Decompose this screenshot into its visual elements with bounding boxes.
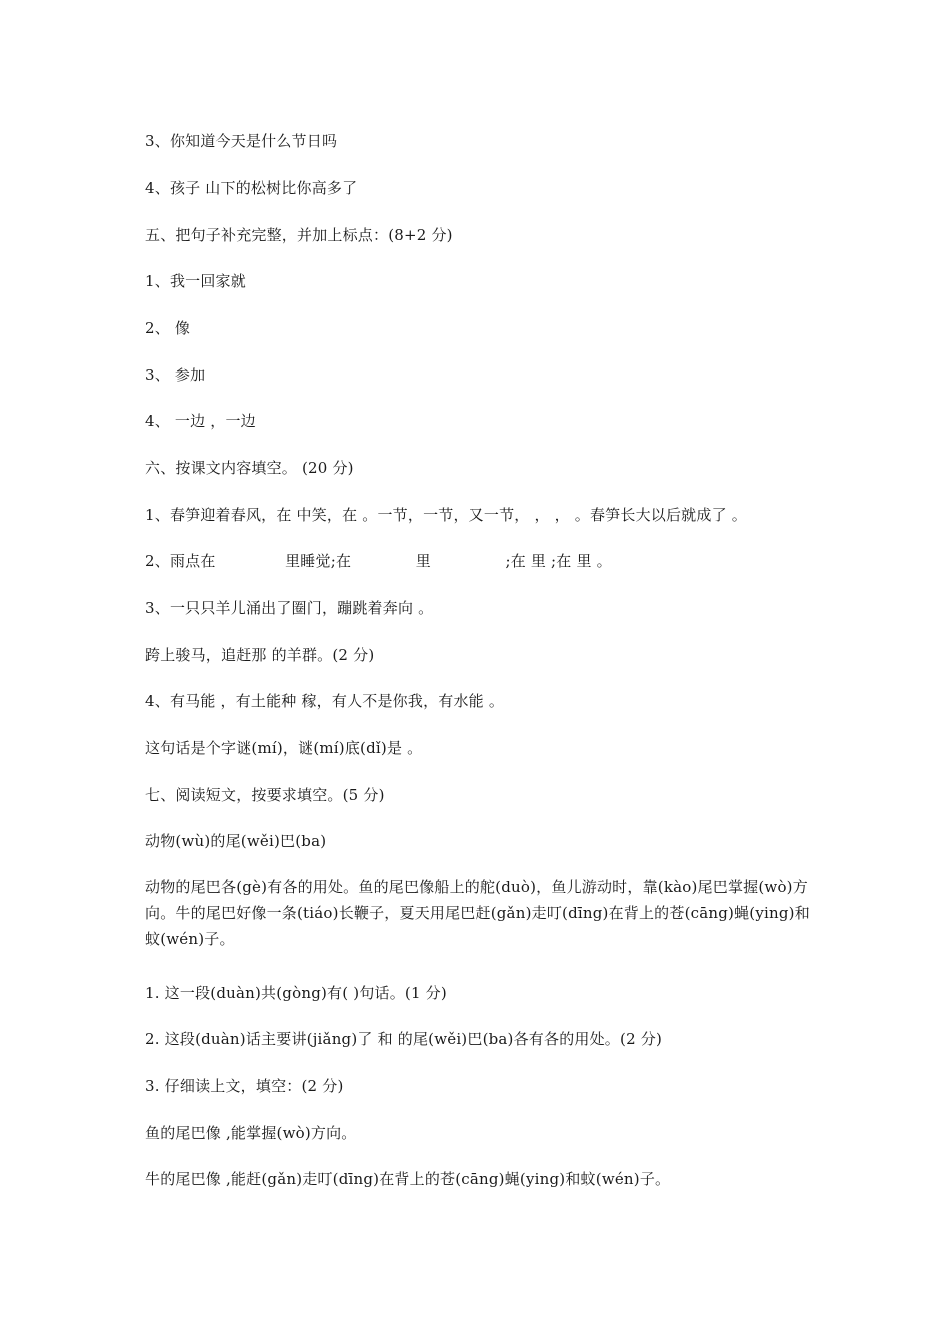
section-5-heading: 五、把句子补充完整，并加上标点：(8+2 分): [145, 226, 453, 244]
question-5-3: 3、 参加: [145, 366, 206, 384]
question-6-3: 3、一只只羊儿涌出了圈门，蹦跳着奔向 。: [145, 599, 434, 617]
question-5-4: 4、 一边 ，一边: [145, 412, 256, 430]
passage-title: 动物(wù)的尾(wěi)巴(ba): [145, 832, 327, 850]
question-4-3: 3、你知道今天是什么节日吗: [145, 132, 338, 150]
fill-cow-tail: 牛的尾巴像 ,能赶(gǎn)走叮(dīng)在背上的苍(cāng)蝇(ying)和蚊(wén)子。: [145, 1170, 671, 1188]
question-6-1: 1、春笋迎着春风，在 中笑，在 。一节，一节，又一节， ， ， 。春笋长大以后就成了 。: [145, 506, 747, 524]
question-7-1: 1. 这一段(duàn)共(gòng)有( )句话。(1 分): [145, 984, 447, 1002]
section-6-heading: 六、按课文内容填空。 (20 分): [145, 459, 354, 477]
reading-passage: 动物的尾巴各(gè)有各的用处。鱼的尾巴像船上的舵(duò)，鱼儿游动时，靠(kào)尾巴掌握(wò)方向。牛的尾巴好像一条(tiáo)长鞭子，夏天用尾巴赶(gǎn)走叮(dīng)在背上的苍(cāng)蝇(ying)和蚊(wén)子。: [145, 878, 810, 948]
question-6-3-continued: 跨上骏马，追赶那 的羊群。(2 分): [145, 646, 375, 664]
fill-fish-tail: 鱼的尾巴像 ,能掌握(wò)方向。: [145, 1124, 357, 1142]
section-7-heading: 七、阅读短文，按要求填空。(5 分): [145, 786, 385, 804]
question-6-4-riddle: 这句话是个字谜(mí)，谜(mí)底(dǐ)是 。: [145, 739, 423, 757]
question-5-2: 2、 像: [145, 319, 191, 337]
question-6-4: 4、有马能 ，有土能种 稼，有人不是你我，有水能 。: [145, 692, 505, 710]
question-7-2: 2. 这段(duàn)话主要讲(jiǎng)了 和 的尾(wěi)巴(ba)各有各的用处。(2 分): [145, 1030, 663, 1048]
question-6-2: 2、雨点在 里睡觉;在 里 ;在 里 ;在 里 。: [145, 552, 612, 570]
question-5-1: 1、我一回家就: [145, 272, 246, 290]
question-7-3: 3. 仔细读上文，填空：(2 分): [145, 1077, 344, 1095]
question-4-4: 4、孩子 山下的松树比你高多了: [145, 179, 358, 197]
